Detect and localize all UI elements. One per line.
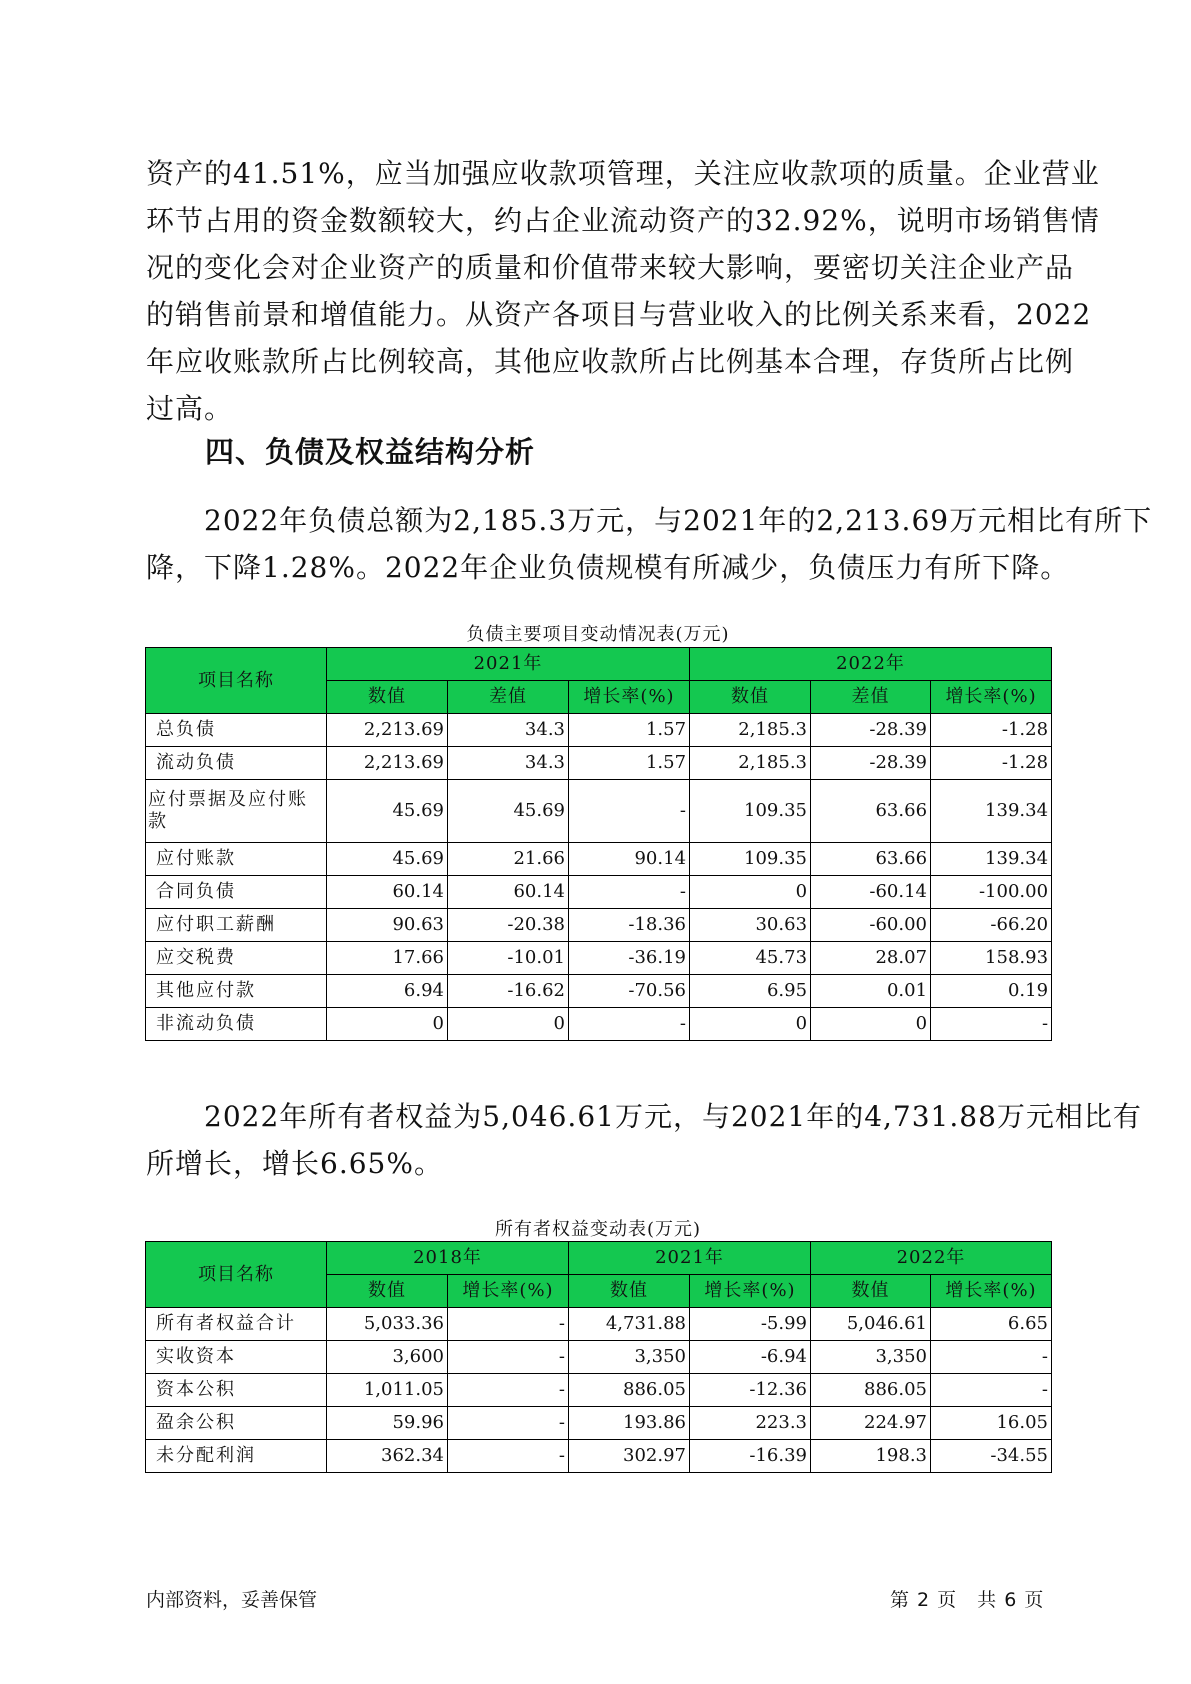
- table-cell: 63.66: [811, 843, 931, 876]
- text-line: 2022年负债总额为2,185.3万元，与2021年的2,213.69万元相比有所下: [146, 504, 1153, 537]
- table-cell: -18.36: [569, 909, 690, 942]
- table-cell: 45.69: [327, 843, 448, 876]
- col-header-year: 2018年: [327, 1242, 569, 1275]
- table-row: [146, 1008, 1052, 1041]
- table-cell: 5,033.36: [327, 1308, 448, 1341]
- text-line: 况的变化会对企业资产的质量和价值带来较大影响，要密切关注企业产品: [146, 251, 1075, 284]
- table-caption-liabilities: 负债主要项目变动情况表(万元): [466, 624, 730, 645]
- text-line: 2022年所有者权益为5,046.61万元，与2021年的4,731.88万元相比有: [146, 1100, 1142, 1133]
- col-subheader: 差值: [448, 681, 569, 714]
- table-cell: 302.97: [569, 1440, 690, 1473]
- table-cell: -20.38: [448, 909, 569, 942]
- row-label: 合同负债: [146, 876, 327, 909]
- col-subheader: 增长率(%): [448, 1275, 569, 1308]
- col-header-year: 2021年: [327, 648, 690, 681]
- table-cell: -1.28: [931, 714, 1052, 747]
- table-cell: -36.19: [569, 942, 690, 975]
- table-row: [146, 1440, 1052, 1473]
- table-cell: -34.55: [931, 1440, 1052, 1473]
- table-row: [146, 975, 1052, 1008]
- table-cell: 3,350: [569, 1341, 690, 1374]
- table-cell: -: [448, 1440, 569, 1473]
- row-label: 其他应付款: [146, 975, 327, 1008]
- table-cell: 0: [690, 876, 811, 909]
- text-line: 资产的41.51%，应当加强应收款项管理，关注应收款项的质量。企业营业: [146, 157, 1100, 190]
- col-subheader: 增长率(%): [690, 1275, 811, 1308]
- row-label: 应交税费: [146, 942, 327, 975]
- table-cell: 60.14: [448, 876, 569, 909]
- table-row: [146, 714, 1052, 747]
- table-cell: 6.95: [690, 975, 811, 1008]
- table-cell: 1,011.05: [327, 1374, 448, 1407]
- text-line: 的销售前景和增值能力。从资产各项目与营业收入的比例关系来看，2022: [146, 298, 1092, 331]
- table-cell: 2,185.3: [690, 714, 811, 747]
- table-row: [146, 876, 1052, 909]
- table-cell: -: [569, 1008, 690, 1041]
- col-header-item-name: 项目名称: [146, 1242, 327, 1308]
- row-label: 资本公积: [146, 1374, 327, 1407]
- table-cell: 0: [690, 1008, 811, 1041]
- table-cell: 90.63: [327, 909, 448, 942]
- equity-table: [145, 1241, 1052, 1473]
- table-cell: 109.35: [690, 780, 811, 843]
- table-cell: 28.07: [811, 942, 931, 975]
- col-header-year: 2022年: [811, 1242, 1052, 1275]
- table-cell: 21.66: [448, 843, 569, 876]
- col-header-year: 2021年: [569, 1242, 811, 1275]
- table-cell: -1.28: [931, 747, 1052, 780]
- table-cell: -: [448, 1374, 569, 1407]
- table-cell: 45.73: [690, 942, 811, 975]
- table-cell: 158.93: [931, 942, 1052, 975]
- table-cell: 6.65: [931, 1308, 1052, 1341]
- table-row: [146, 1308, 1052, 1341]
- table-cell: -: [448, 1407, 569, 1440]
- col-header-year: 2022年: [690, 648, 1052, 681]
- table-cell: 0: [811, 1008, 931, 1041]
- col-subheader: 增长率(%): [931, 1275, 1052, 1308]
- table-cell: 16.05: [931, 1407, 1052, 1440]
- row-label: 所有者权益合计: [146, 1308, 327, 1341]
- liabilities-table: [145, 647, 1052, 1041]
- table-cell: 34.3: [448, 714, 569, 747]
- col-subheader: 数值: [569, 1275, 690, 1308]
- table-cell: 0: [327, 1008, 448, 1041]
- table-cell: 45.69: [327, 780, 448, 843]
- table-cell: 90.14: [569, 843, 690, 876]
- table-cell: -60.14: [811, 876, 931, 909]
- table-cell: 198.3: [811, 1440, 931, 1473]
- table-cell: -10.01: [448, 942, 569, 975]
- row-label: 盈余公积: [146, 1407, 327, 1440]
- table-cell: 0: [448, 1008, 569, 1041]
- table-cell: 6.94: [327, 975, 448, 1008]
- row-label: 未分配利润: [146, 1440, 327, 1473]
- table-cell: 1.57: [569, 747, 690, 780]
- table-cell: 139.34: [931, 843, 1052, 876]
- table-row: [146, 942, 1052, 975]
- col-header-item-name: 项目名称: [146, 648, 327, 714]
- col-subheader: 数值: [690, 681, 811, 714]
- table-cell: 34.3: [448, 747, 569, 780]
- table-cell: -28.39: [811, 747, 931, 780]
- table-cell: 362.34: [327, 1440, 448, 1473]
- table-cell: 60.14: [327, 876, 448, 909]
- table-cell: 1.57: [569, 714, 690, 747]
- table-cell: 139.34: [931, 780, 1052, 843]
- table-cell: -5.99: [690, 1308, 811, 1341]
- table-cell: 2,185.3: [690, 747, 811, 780]
- text-line: 过高。: [146, 392, 234, 425]
- row-label: 流动负债: [146, 747, 327, 780]
- table-cell: -: [569, 780, 690, 843]
- col-subheader: 差值: [811, 681, 931, 714]
- table-cell: -100.00: [931, 876, 1052, 909]
- table-row: [146, 1374, 1052, 1407]
- table-cell: 17.66: [327, 942, 448, 975]
- table-cell: -16.39: [690, 1440, 811, 1473]
- table-cell: 4,731.88: [569, 1308, 690, 1341]
- col-subheader: 数值: [327, 1275, 448, 1308]
- table-cell: 224.97: [811, 1407, 931, 1440]
- table-cell: -: [931, 1374, 1052, 1407]
- table-cell: -: [931, 1008, 1052, 1041]
- table-cell: 0.19: [931, 975, 1052, 1008]
- footer-confidential-note: 内部资料，妥善保管: [146, 1589, 318, 1611]
- table-cell: -28.39: [811, 714, 931, 747]
- section-heading: 四、负债及权益结构分析: [205, 435, 536, 469]
- table-cell: 3,350: [811, 1341, 931, 1374]
- table-cell: 30.63: [690, 909, 811, 942]
- table-row: [146, 1407, 1052, 1440]
- text-line: 降，下降1.28%。2022年企业负债规模有所减少，负债压力有所下降。: [146, 551, 1070, 584]
- table-cell: -6.94: [690, 1341, 811, 1374]
- col-subheader: 数值: [327, 681, 448, 714]
- footer-page-number: 第 2 页 共 6 页: [890, 1589, 1045, 1611]
- table-row: [146, 780, 1052, 843]
- row-label: 实收资本: [146, 1341, 327, 1374]
- table-cell: 63.66: [811, 780, 931, 843]
- row-label: 应付账款: [146, 843, 327, 876]
- table-cell: 5,046.61: [811, 1308, 931, 1341]
- table-row: [146, 1341, 1052, 1374]
- table-cell: -: [448, 1308, 569, 1341]
- row-label: 非流动负债: [146, 1008, 327, 1041]
- table-cell: 3,600: [327, 1341, 448, 1374]
- row-label: 总负债: [146, 714, 327, 747]
- table-cell: 45.69: [448, 780, 569, 843]
- table-row: [146, 843, 1052, 876]
- table-cell: 109.35: [690, 843, 811, 876]
- col-subheader: 增长率(%): [931, 681, 1052, 714]
- table-caption-equity: 所有者权益变动表(万元): [494, 1219, 702, 1240]
- table-cell: -: [569, 876, 690, 909]
- table-cell: -16.62: [448, 975, 569, 1008]
- table-cell: 2,213.69: [327, 714, 448, 747]
- table-cell: -66.20: [931, 909, 1052, 942]
- row-label: 应付职工薪酬: [146, 909, 327, 942]
- col-subheader: 数值: [811, 1275, 931, 1308]
- paragraph-equity: [146, 1093, 1142, 1187]
- paragraph-asset-analysis: [146, 150, 1100, 432]
- text-line: 所增长，增长6.65%。: [146, 1147, 443, 1180]
- table-cell: 886.05: [569, 1374, 690, 1407]
- table-cell: -: [448, 1341, 569, 1374]
- table-cell: 886.05: [811, 1374, 931, 1407]
- text-line: 年应收账款所占比例较高，其他应收款所占比例基本合理，存货所占比例: [146, 345, 1075, 378]
- table-row: [146, 909, 1052, 942]
- table-row: [146, 747, 1052, 780]
- paragraph-liabilities: [146, 497, 1153, 591]
- table-cell: 0.01: [811, 975, 931, 1008]
- table-cell: -: [931, 1341, 1052, 1374]
- table-cell: 2,213.69: [327, 747, 448, 780]
- table-cell: 193.86: [569, 1407, 690, 1440]
- table-cell: -12.36: [690, 1374, 811, 1407]
- col-subheader: 增长率(%): [569, 681, 690, 714]
- table-cell: -60.00: [811, 909, 931, 942]
- row-label: 应付票据及应付账款: [146, 780, 327, 843]
- table-cell: 223.3: [690, 1407, 811, 1440]
- table-cell: 59.96: [327, 1407, 448, 1440]
- text-line: 环节占用的资金数额较大，约占企业流动资产的32.92%，说明市场销售情: [146, 204, 1100, 237]
- table-cell: -70.56: [569, 975, 690, 1008]
